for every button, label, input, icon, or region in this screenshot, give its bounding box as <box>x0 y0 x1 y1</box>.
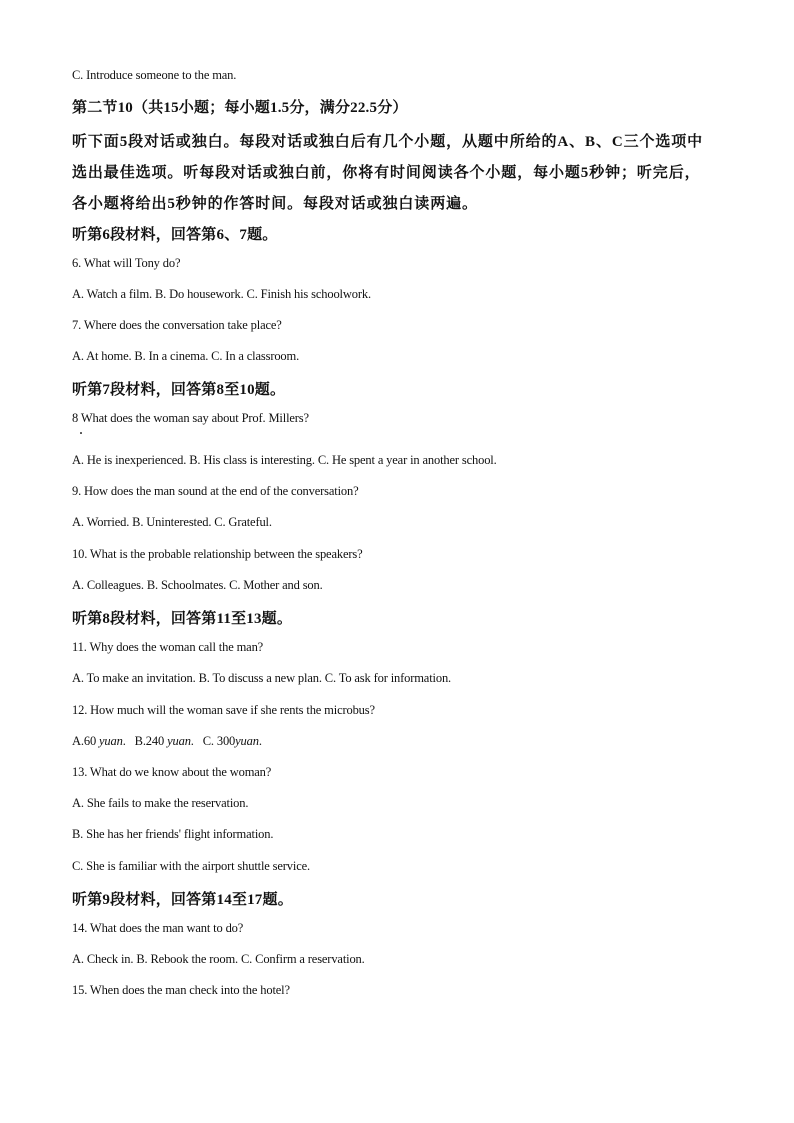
q12-option-c-prefix: C. 300 <box>193 734 236 748</box>
question-8-options: A. He is inexperienced. B. His class is interesting. C. He spent a year in another school. <box>72 453 497 467</box>
q12-option-c-unit: yuan <box>235 734 259 748</box>
section-2-heading: 第二节10（共15小题；每小题1.5分，满分22.5分） <box>72 100 408 116</box>
question-13-option-a: A. She fails to make the reservation. <box>72 796 249 810</box>
q12-option-b-unit: yuan <box>167 734 191 748</box>
question-6-options: A. Watch a film. B. Do housework. C. Finish his schoolwork. <box>72 287 371 301</box>
question-10: 10. What is the probable relationship between the speakers? <box>72 547 363 561</box>
passage-9-heading: 听第9段材料，回答第14至17题。 <box>72 892 293 908</box>
passage-8-heading: 听第8段材料，回答第11至13题。 <box>72 611 293 627</box>
q12-option-b-prefix: B.240 <box>125 734 168 748</box>
q12-option-a-prefix: A.60 <box>72 734 100 748</box>
question-14-options: A. Check in. B. Rebook the room. C. Confirm a reservation. <box>72 952 365 966</box>
question-9: 9. How does the man sound at the end of the conversation? <box>72 484 359 498</box>
passage-6-heading: 听第6段材料，回答第6、7题。 <box>72 227 278 243</box>
question-7: 7. Where does the conversation take place? <box>72 318 282 332</box>
q12-option-a-unit: yuan <box>99 734 123 748</box>
question-9-options: A. Worried. B. Uninterested. C. Grateful. <box>72 515 272 529</box>
question-8: 8 What does the woman say about Prof. Millers? <box>72 411 309 425</box>
instruction-line-1: 听下面5段对话或独白。每段对话或独白后有几个小题，从题中所给的A、B、C三个选项中 <box>72 134 704 150</box>
passage-7-heading: 听第7段材料，回答第8至10题。 <box>72 382 286 398</box>
question-11: 11. Why does the woman call the man? <box>72 640 264 654</box>
question-13-option-b: B. She has her friends' flight information. <box>72 827 274 841</box>
question-6: 6. What will Tony do? <box>72 256 181 270</box>
instruction-line-2: 选出最佳选项。听每段对话或独白前，你将有时间阅读各个小题，每小题5秒钟；听完后， <box>72 165 701 181</box>
q12-option-a-period: . <box>122 734 126 748</box>
question-14: 14. What does the man want to do? <box>72 921 244 935</box>
question-7-options: A. At home. B. In a cinema. C. In a classroom. <box>72 349 300 363</box>
question-12-options <box>72 734 262 749</box>
q12-option-b-period: . <box>190 734 194 748</box>
question-10-options: A. Colleagues. B. Schoolmates. C. Mother and son. <box>72 578 323 592</box>
question-15: 15. When does the man check into the hotel? <box>72 983 290 997</box>
question-13-option-c: C. She is familiar with the airport shuttle service. <box>72 859 310 873</box>
question-11-options: A. To make an invitation. B. To discuss a new plan. C. To ask for information. <box>72 671 452 685</box>
q12-option-c-period: . <box>258 734 262 748</box>
q5-option-c: C. Introduce someone to the man. <box>72 68 237 82</box>
stray-dot-mark <box>80 432 82 434</box>
question-13: 13. What do we know about the woman? <box>72 765 272 779</box>
question-12: 12. How much will the woman save if she rents the microbus? <box>72 703 375 717</box>
instruction-line-3: 各小题将给出5秒钟的作答时间。每段对话或独白读两遍。 <box>72 196 478 212</box>
